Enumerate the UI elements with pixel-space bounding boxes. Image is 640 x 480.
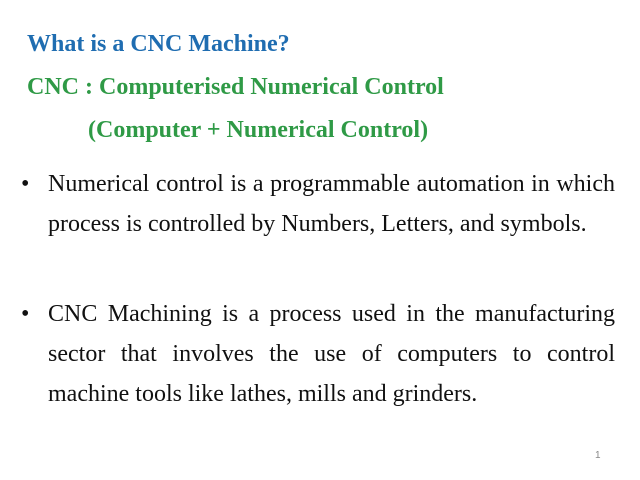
slide-title: What is a CNC Machine? — [27, 31, 290, 57]
bullet-dot-icon: • — [21, 171, 30, 197]
bullet-text: Numerical control is a programmable automation in which process is controlled by Numbers, Letters, and symbols. — [48, 171, 615, 237]
acronym-expansion: (Computer + Numerical Control) — [88, 117, 429, 143]
page-number: 1 — [595, 450, 601, 461]
bullet-item-cnc-machining — [21, 294, 615, 414]
bullet-text: CNC Machining is a process used in the manufacturing sector that involves the use of computers to control machine tools like lathes, mills and grinders. — [48, 301, 615, 407]
slide-subtitle: CNC : Computerised Numerical Control — [27, 74, 444, 100]
bullet-item-numerical-control — [21, 164, 615, 244]
bullet-dot-icon: • — [21, 301, 30, 327]
